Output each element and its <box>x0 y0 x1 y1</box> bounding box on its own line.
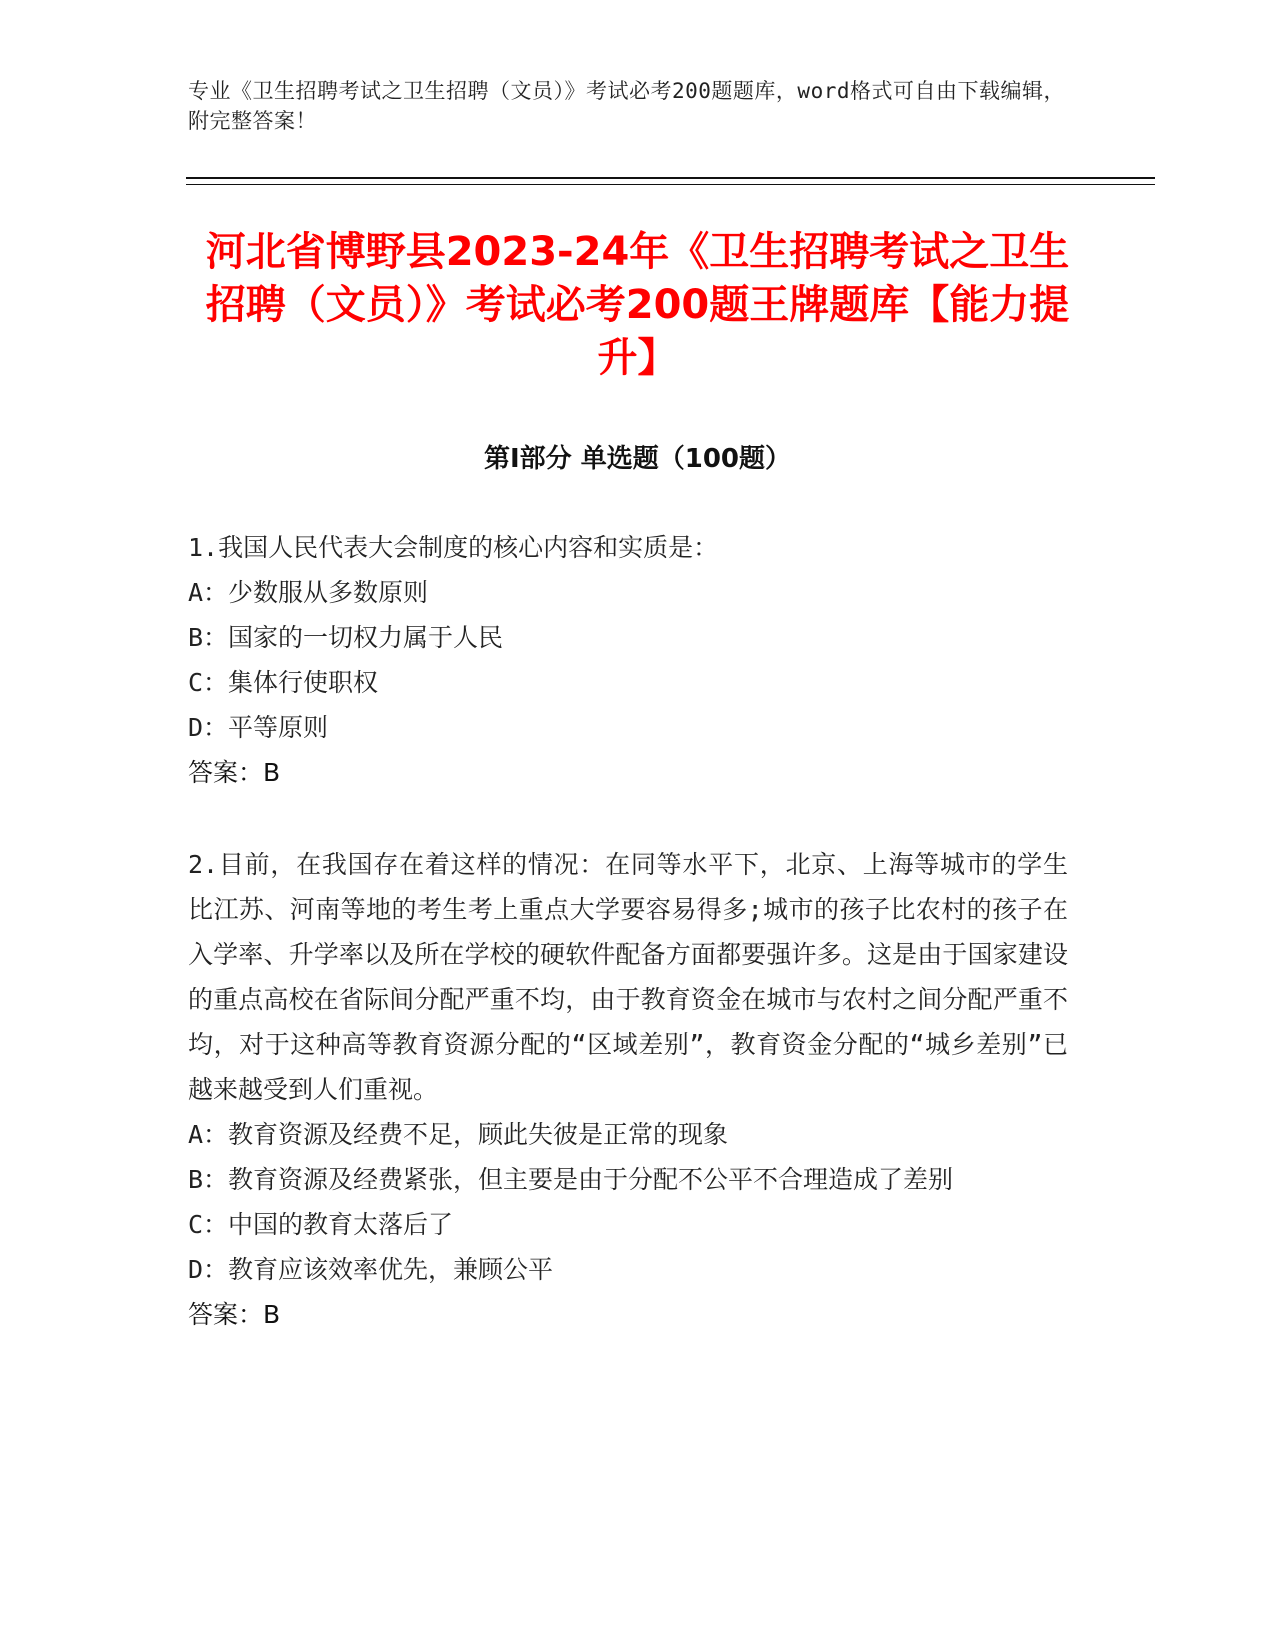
option-c: C：集体行使职权 <box>188 668 379 697</box>
question-block <box>188 842 1068 1337</box>
option-c: C：中国的教育太落后了 <box>188 1210 454 1239</box>
answer: 答案：B <box>188 758 281 787</box>
header-note: 专业《卫生招聘考试之卫生招聘（文员）》考试必考200题题库，word格式可自由下载编辑，附完整答案！ <box>188 79 1065 133</box>
option-d: D：平等原则 <box>188 713 329 742</box>
document-title: 河北省博野县2023-24年《卫生招聘考试之卫生招聘（文员）》考试必考200题王牌题库【能力提升】 <box>205 229 1070 381</box>
question-stem: 2.目前，在我国存在着这样的情况：在同等水平下，北京、上海等城市的学生比江苏、河南等地的考生考上重点大学要容易得多;城市的孩子比农村的孩子在入学率、升学率以及所在学校的硬软件配备方面都要强许多。这是由于国家建设的重点高校在省际间分配严重不均，由于教育资金在城市与农村之间分配严重不均，对于这种高等教育资源分配的“区域差别”，教育资金分配的“城乡差别”已越来越受到人们重视。 <box>188 850 1068 1104</box>
option-b: B：国家的一切权力属于人民 <box>188 623 504 652</box>
header-divider-thin <box>186 184 1155 185</box>
option-a: A：少数服从多数原则 <box>188 578 429 607</box>
header-divider-thick <box>186 177 1155 179</box>
option-a: A：教育资源及经费不足，顾此失彼是正常的现象 <box>188 1120 729 1149</box>
section-title: 第Ⅰ部分 单选题（100题） <box>484 444 791 474</box>
question-stem: 1.我国人民代表大会制度的核心内容和实质是： <box>188 533 719 562</box>
option-d: D：教育应该效率优先，兼顾公平 <box>188 1255 554 1284</box>
answer: 答案：B <box>188 1300 281 1329</box>
option-b: B：教育资源及经费紧张，但主要是由于分配不公平不合理造成了差别 <box>188 1165 954 1194</box>
question-block <box>188 525 1068 795</box>
